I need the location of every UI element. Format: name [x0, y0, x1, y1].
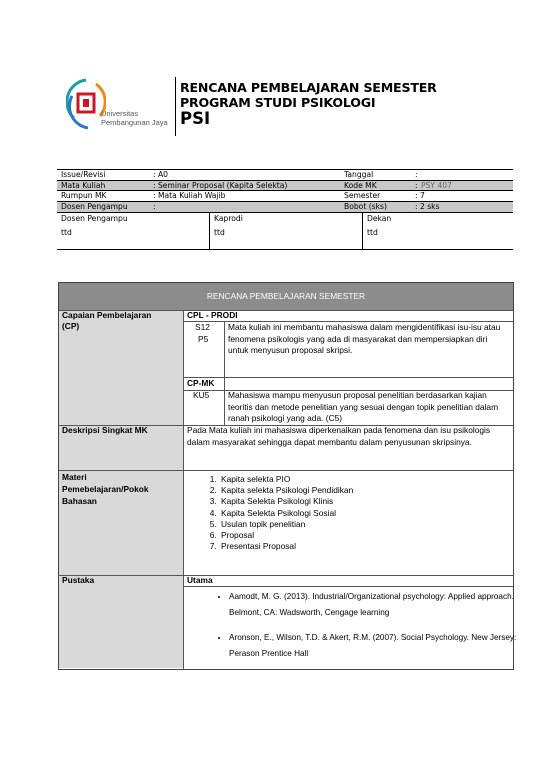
pustaka-list: [199, 589, 529, 671]
row-divider: [59, 575, 513, 576]
row-divider: [183, 377, 513, 378]
col-divider: [183, 586, 184, 669]
pustaka-label: Pustaka: [62, 575, 95, 585]
list-item: 5. Usulan topik penelitian: [219, 519, 353, 530]
kode-value: PSY 407: [421, 180, 452, 190]
doc-title: RENCANA PEMBELAJARAN SEMESTER: [180, 80, 437, 95]
course-info-table: [57, 169, 513, 250]
logo-emblem-icon: [66, 76, 106, 136]
materi-label-3: Bahasan: [62, 496, 97, 506]
materi-label-2: Pemebelajaran/Pokok: [62, 484, 149, 494]
reference-item: • Aamodt, M. G. (2013). Industrial/Organizational psychology: Applied approach. Belmont, CA: Wadsworth, Cengage learning: [229, 589, 529, 621]
issue-value: : A0: [153, 170, 168, 179]
info-row-issue: [57, 169, 513, 180]
semester-value: : 7: [415, 191, 425, 201]
row-divider: [183, 586, 513, 587]
cpmk-code: KU5: [193, 390, 210, 400]
list-item: 7. Presentasi Proposal: [219, 541, 353, 552]
sig-dosen-label: Dosen Pengampu: [61, 213, 128, 223]
kode-label: Kode MK: [344, 180, 377, 190]
tanggal-value: :: [415, 170, 418, 179]
cpmk-description: Mahasiswa mampu menyusun proposal penelitian berdasarkan kajian teoritis dan metode penelitian yang sesuai dengan topik penelitian dalam ranah psikologi yang ada. (C5): [228, 390, 499, 423]
semester-label: Semester: [344, 191, 381, 201]
info-row-mk: [57, 180, 513, 191]
utama-heading: Utama: [187, 575, 213, 585]
list-item: 4. Kapita Selekta Psikologi Sosial: [219, 508, 353, 519]
rps-table: [58, 282, 517, 670]
kode-colon: :: [415, 180, 418, 190]
rps-heading: RENCANA PEMBELAJARAN SEMESTER: [59, 283, 513, 310]
dosen-value: :: [153, 202, 156, 212]
logo-line1: Universitas: [101, 109, 139, 118]
cpl-description: Mata kuliah ini membantu mahasiswa dalam mengidentifikasi isu-isu atau fenomena psikologis yang ada di masyarakat dan mempersiapkan diri untuk menyusun proposal skripsi.: [228, 322, 501, 355]
tanggal-label: Tanggal: [344, 170, 374, 179]
sig-dekan-ttd: ttd: [367, 227, 378, 237]
bobot-value: : 2 sks: [415, 202, 440, 212]
mk-label: Mata Kuliah: [61, 180, 106, 190]
issue-label: Issue/Revisi: [61, 170, 106, 179]
list-item: 3. Kapita Selekta Psikologi Klinis: [219, 496, 353, 507]
cp-label: Capaian Pembelajaran: [62, 310, 152, 320]
sig-kaprodi-label: Kaprodi: [214, 213, 243, 223]
cpl-code-s12: S12: [195, 322, 210, 332]
dosen-label: Dosen Pengampu: [61, 202, 128, 212]
deskripsi-label: Deskripsi Singkat MK: [62, 425, 148, 435]
mk-value: : Seminar Proposal (Kapita Selekta): [153, 180, 288, 190]
materi-label: Materi: [62, 472, 87, 482]
deskripsi-text: Pada Mata kuliah ini mahasiswa diperkenalkan pada fenomena dan isu psikologis dalam masyarakat sehingga dapat membantu dalam penyusunan skripsinya.: [187, 425, 491, 447]
sig-kaprodi-ttd: ttd: [214, 227, 225, 237]
sig-divider: [362, 213, 363, 249]
list-item: 2. Kapita selekta Psikologi Pendidikan: [219, 485, 353, 496]
sig-dosen-ttd: ttd: [61, 227, 72, 237]
cpl-code-p5: P5: [198, 334, 209, 344]
cp-label-abbr: (CP): [62, 321, 80, 331]
program-title: PROGRAM STUDI PSIKOLOGI: [180, 95, 376, 110]
cpmk-heading: CP-MK: [187, 378, 215, 388]
materi-list: [189, 474, 353, 552]
logo-line2: Pembangunan Jaya: [101, 118, 168, 127]
reference-item: • Aronson, E., Wilson, T.D. & Akert, R.M. (2007). Social Psychology. New Jersey: Perason Prentice Hall: [229, 630, 529, 662]
col-divider: [224, 321, 225, 425]
signature-row: [57, 212, 513, 250]
header-divider: [175, 77, 176, 136]
sig-dekan-label: Dekan: [367, 213, 392, 223]
program-code: PSI: [180, 109, 211, 128]
rumpun-label: Rumpun MK: [61, 191, 107, 201]
rumpun-value: : Mata Kuliah Wajib: [153, 191, 226, 201]
info-row-rumpun: [57, 190, 513, 201]
bobot-label: Bobot (sks): [344, 202, 387, 212]
info-row-dosen: [57, 201, 513, 212]
list-item: 6. Proposal: [219, 530, 353, 541]
sig-divider: [209, 213, 210, 249]
list-item: 1. Kapita selekta PIO: [219, 474, 353, 485]
row-divider: [59, 470, 513, 471]
cpl-heading: CPL - PRODI: [187, 310, 238, 320]
university-logo: [66, 76, 176, 138]
